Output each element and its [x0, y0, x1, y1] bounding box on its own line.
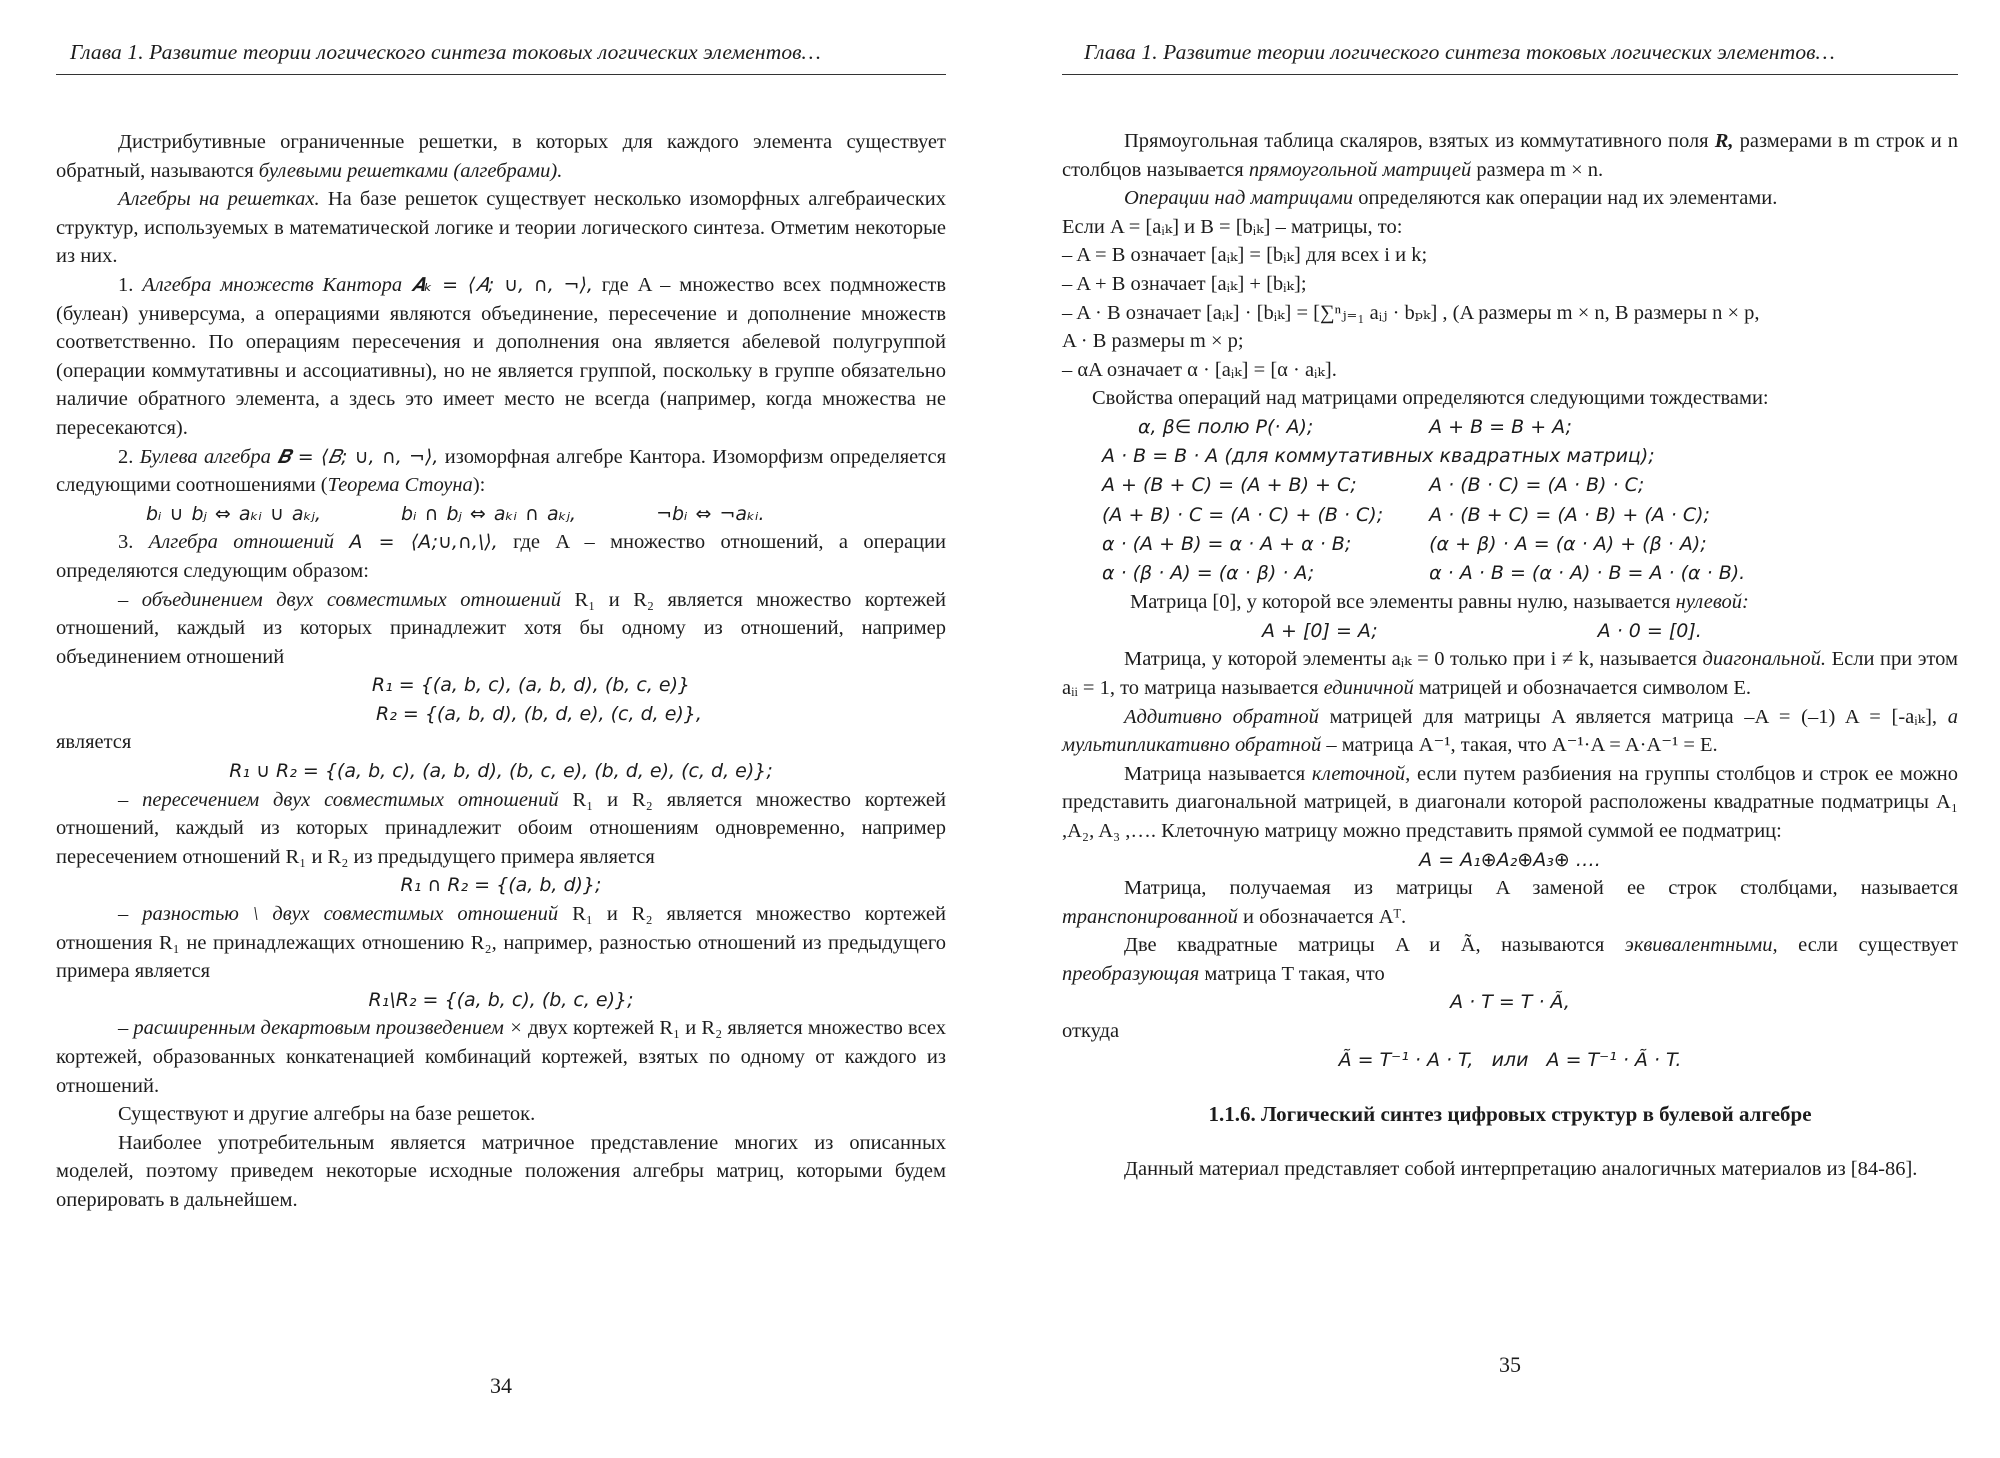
paragraph-block-matrix: Матрица называется клеточной, если путем разбиения на группы столбцов и строк ее можно представить диагональной матрицей, в диагонали которой расположены квадратные подматрицы A₁ ,A₂, A₃ ,…. Клеточную матрицу можно представить прямой суммой ее подматриц:	[1062, 762, 1959, 842]
left-page-body	[56, 128, 946, 1215]
paragraph-other-algebras: Существуют и другие алгебры на базе решеток.	[118, 1103, 536, 1126]
paragraph-diagonal: Матрица, у которой элементы aᵢₖ = 0 только при i ≠ k, называется диагональной. Если при этом aᵢᵢ = 1, то матрица называется единичной матрицей и обозначается символом E.	[1062, 648, 1959, 699]
spacer	[1062, 1074, 1958, 1100]
identities-row: α, β∈ полю P(· A); A + B = B + A;	[1138, 415, 1572, 438]
paragraph-relation-algebra: 3. Алгебра отношений A = ⟨A;∪,∩,\⟩, где A – множество отношений, а операции определяются следующим образом:	[56, 531, 946, 582]
identities-row: α · (β · A) = (α · β) · A; α · A · B = (α · A) · B = A · (α · B).	[1102, 561, 1746, 584]
paragraph-cartesian: – расширенным декартовым произведением × двух кортежей R₁ и R₂ является множество всех кортежей, образованных конкатенацией комбинаций кортежей, взятых по одному от каждого из отношений.	[56, 1017, 946, 1097]
header-rule	[56, 74, 946, 75]
formula-cantor: 𝑨ₖ = ⟨𝐴; ∪, ∩, ¬⟩,	[410, 273, 593, 296]
formula-equivalence: A · T = T · Ã,	[1450, 991, 1570, 1014]
running-header: Глава 1. Развитие теории логического синтеза токовых логических элементов…	[70, 40, 821, 64]
paragraph-cantor-algebra: 1. Алгебра множеств Кантора 𝑨ₖ = ⟨𝐴; ∪, ∩, ¬⟩, где A – множество всех подмножеств (булеан) универсума, а операциями являются объединение, пересечение и дополнение множеств соответственно. По операциям пересечения и дополнения она является абелевой полугруппой (операции коммутативны и ассоциативны), но не является группой, поскольку в группе обязательно наличие обратного элемента, а здесь это имеет место не всегда (например, когда множества не пересекаются).	[56, 273, 947, 439]
formula-union: R₁ ∪ R₂ = {(a, b, c), (a, b, d), (b, c, e), (b, d, e), (c, d, e)};	[229, 760, 773, 783]
running-header: Глава 1. Развитие теории логического синтеза токовых логических элементов…	[1084, 40, 1835, 64]
text-whence: откуда	[1062, 1020, 1120, 1043]
section-heading: 1.1.6. Логический синтез цифровых структур в булевой алгебре	[1208, 1102, 1812, 1127]
paragraph-inverse: Аддитивно обратной матрицей для матрицы A является матрица –A = (–1) A = [-aᵢₖ], а мультипликативно обратной – матрица A⁻¹, такая, что A⁻¹·A = A·A⁻¹ = E.	[1062, 705, 1959, 757]
paragraph-difference: – разностью \ двух совместимых отношений R₁ и R₂ является множество кортежей отношения R₁ не принадлежащих отношению R₂, например, разностью отношений из предыдущего примера является	[56, 903, 946, 983]
paragraph-matrix-operations: Операции над матрицами определяются как операции над их элементами.	[1124, 187, 1778, 210]
right-page	[1062, 0, 1958, 1458]
spacer	[1062, 1129, 1958, 1155]
line-scalar: – αA означает α · [aᵢₖ] = [α · aᵢₖ].	[1062, 358, 1337, 381]
identities-row: A + (B + C) = (A + B) + C; A · (B · C) = (A · B) · C;	[1102, 474, 1645, 497]
line-equality: – A = B означает [aᵢₖ] = [bᵢₖ] для всех i и k;	[1062, 244, 1428, 267]
line-sum: – A + B означает [aᵢₖ] + [bᵢₖ];	[1062, 272, 1307, 295]
identities-row: α · (A + B) = α · A + α · B; (α + β) · A = (α · A) + (β · A);	[1102, 532, 1707, 555]
formula-intersection: R₁ ∩ R₂ = {(a, b, d)};	[400, 874, 602, 897]
paragraph-equivalent: Две квадратные матрицы A и Ã, называются эквивалентными, если существует преобразующая матрица T такая, что	[1062, 934, 1958, 985]
paragraph-transpose: Матрица, получаемая из матрицы A заменой ее строк столбцами, называется транспонированной и обозначается Aᵀ.	[1062, 877, 1958, 928]
paragraph-boolean-lattices: Дистрибутивные ограниченные решетки, в которых для каждого элемента существует обратный, называются булевыми решетками (алгебрами).	[56, 131, 946, 182]
identities-row: A · B = B · A (для коммутативных квадратных матриц);	[1102, 445, 1655, 468]
line-properties-intro: Свойства операций над матрицами определяются следующими тождествами:	[1092, 387, 1769, 410]
formula-r1: R₁ = {(a, b, c), (a, b, d), (b, c, e)}	[371, 674, 691, 697]
paragraph-source: Данный материал представляет собой интерпретацию аналогичных материалов из [84-86].	[1124, 1157, 1918, 1180]
identities-row: (A + B) · C = (A · C) + (B · C); A · (B + C) = (A · B) + (A · C);	[1102, 503, 1710, 526]
left-page	[56, 0, 946, 1458]
paragraph-boolean-algebra: 2. Булева алгебра 𝑩 = ⟨𝐵; ∪, ∩, ¬⟩, изоморфная алгебре Кантора. Изоморфизм определяется следующими соотношениями (Теорема Стоуна):	[56, 445, 947, 497]
paragraph-algebras-on-lattices: Алгебры на решетках. На базе решеток существует несколько изоморфных алгебраических структур, используемых в математической логике и теории логического синтеза. Отметим некоторые из них.	[56, 188, 946, 268]
paragraph-zero-matrix: Матрица [0], у которой все элементы равны нулю, называется нулевой:	[1130, 591, 1749, 614]
line-product: – A · B означает [aᵢₖ] · [bᵢₖ] = [∑ⁿⱼ₌₁ aᵢⱼ · bₚₖ] , (A размеры m × n, B размеры n × p,	[1062, 301, 1760, 324]
formula-direct-sum: A = A₁⊕A₂⊕A₃⊕ ….	[1419, 848, 1601, 871]
formula-relations: A = ⟨A;∪,∩,\⟩,	[349, 531, 498, 554]
header-rule	[1062, 74, 1958, 75]
formula-difference: R₁\R₂ = {(a, b, c), (b, c, e)};	[368, 988, 634, 1011]
formula-boolean: 𝑩 = ⟨𝐵; ∪, ∩, ¬⟩,	[277, 445, 439, 468]
paragraph-union: – объединением двух совместимых отношений R₁ и R₂ является множество кортежей отношений, каждый из которых принадлежит хотя бы одному из отношений, например объединением отношений	[56, 588, 946, 668]
line-product-size: A · B размеры m × p;	[1062, 330, 1244, 353]
formula-transform: Ã = T⁻¹ · A · T, или A = T⁻¹ · Ã · T.	[1338, 1048, 1682, 1071]
identities-table	[1102, 413, 1763, 588]
formula-zero-matrix: A + [0] = A; A · 0 = [0].	[1262, 619, 1702, 642]
paragraph-rectangular-matrix: Прямоугольная таблица скаляров, взятых из коммутативного поля R, размерами в m строк и n столбцов называется прямоугольной матрицей размера m × n.	[1062, 130, 1959, 181]
right-page-body	[1062, 127, 1958, 1183]
paragraph-matrix-representation: Наиболее употребительным является матричное представление многих из описанных моделей, поэтому приведем некоторые исходные положения алгебры матриц, которыми будем оперировать в дальнейшем.	[56, 1131, 946, 1211]
formula-isomorphism: bᵢ ∪ bⱼ ⇔ aₖᵢ ∪ aₖⱼ, bᵢ ∩ bⱼ ⇔ aₖᵢ ∩ aₖⱼ, ¬bᵢ ⇔ ¬aₖᵢ.	[146, 502, 765, 525]
page-number: 34	[490, 1373, 512, 1398]
text-is: является	[56, 731, 132, 754]
line-if-matrices: Если A = [aᵢₖ] и B = [bᵢₖ] – матрицы, то:	[1062, 215, 1403, 238]
paragraph-intersection: – пересечением двух совместимых отношений R₁ и R₂ является множество кортежей отношений, каждый из которых принадлежит обоим отношениям одновременно, например пересечением отношений R₁ и R₂ из предыдущего примера является	[56, 788, 946, 868]
page-number: 35	[1499, 1352, 1521, 1377]
formula-r2: R₂ = {(a, b, d), (b, d, e), (c, d, e)},	[376, 702, 702, 725]
